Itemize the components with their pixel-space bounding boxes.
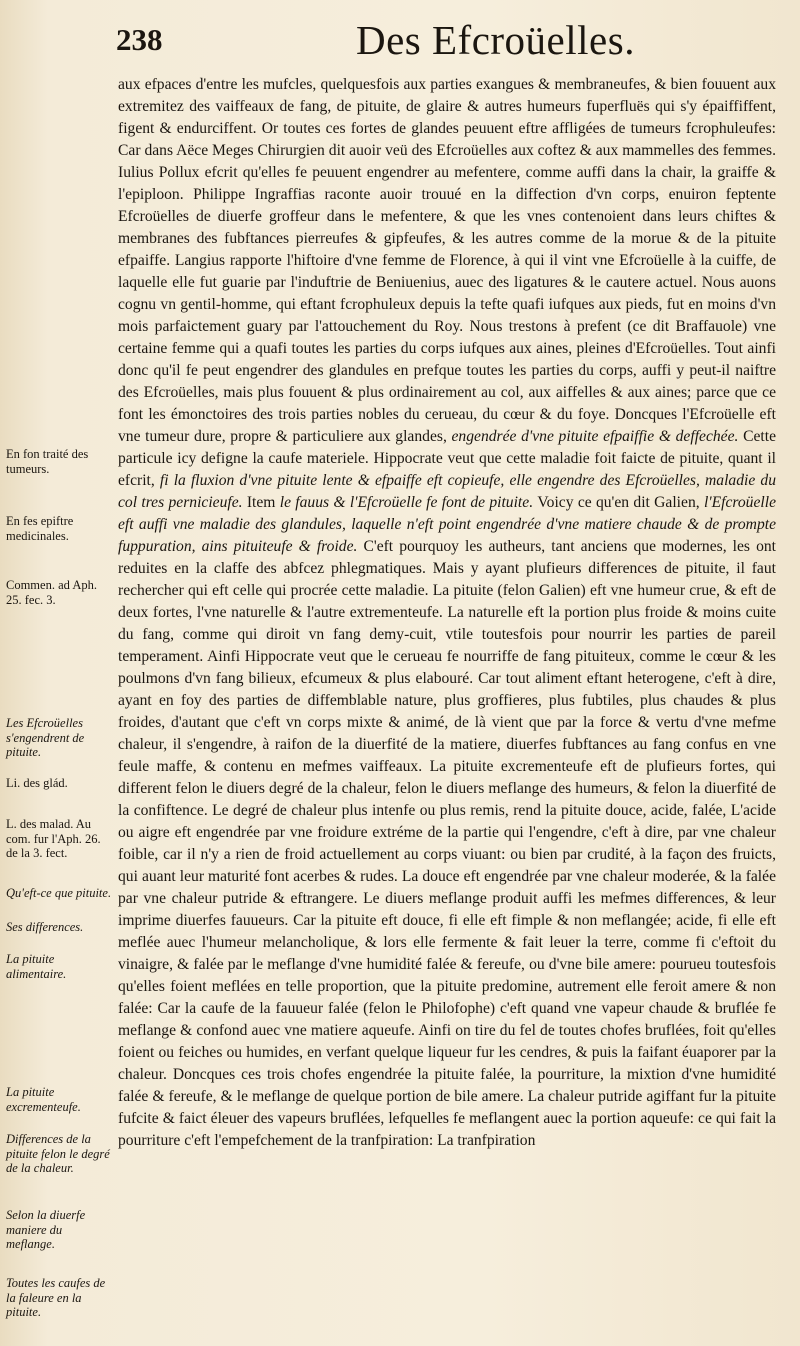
page-header [0,14,800,74]
margin-note: Commen. ad Aph. 25. fec. 3. [6,578,97,607]
main-text-block [118,74,776,1152]
margin-note: Differences de la pituite felon le degré de la chaleur. [6,1132,110,1175]
margin-note: La pituite excrementeufe. [6,1085,81,1114]
margin-note: La pituite alimentaire. [6,952,67,981]
text-run: Cette particule icy defigne la caufe materiele. Hippocrate veut que cette maladie foit faicte de pituite, quant il efcrit, [118,428,776,489]
margin-note: Selon la diuerfe maniere du meflange. [6,1208,86,1251]
italic-text-run: engendrée d'vne pituite efpaiffie & deffechée. [446,428,744,445]
margin-note: Qu'eft-ce que pituite. [6,886,112,900]
margin-note: Li. des glád. [6,776,68,790]
margin-note: Ses differences. [6,920,84,934]
margin-note: L. des malad. Au com. fur l'Aph. 26. de la 3. fect. [6,817,101,860]
text-run: Voicy ce qu'en dit Galien, [537,494,700,511]
paragraph [118,74,776,1152]
margin-note: En fes epiftre medicinales. [6,514,74,543]
page-number: 238 [116,22,163,57]
italic-text-run: le fauus & l'Efcroüelle fe font de pituite. [275,494,538,511]
text-run: Item [246,494,276,511]
running-title: Des Efcroüelles. [356,17,635,63]
hippocrates-quote: fi la fluxion d'vne pituite lente & efpaiffe eft copieufe, elle engendre des Efcroüelles, maladie du col tres pernicieufe. [118,472,776,511]
margin-note: Toutes les caufes de la faleure en la pituite. [6,1276,106,1319]
galen-quote: l'Efcroüelle eft auffi vne maladie des glandules, laquelle n'eft point engendrée d'vne matiere chaude & de prompte fuppuration, ains pituiteufe & froide. [118,494,776,555]
text-run: C'eft pourquoy les autheurs, tant anciens que modernes, les ont reduites en la claffe des abfcez phlegmatiques. Mais y ayant plufieurs differences de pituite, il faut rechercher qui eft celle qui procrée cette maladie. La pituite (felon Galien) eft vne humeur crue, & eft de deux fortes, l'vne naturelle & l'autre extrementeufe. La naturelle eft la portion plus froide & moins cuite du fang, comme qui diroit vn fang demy-cuit, vtile toutesfois pour nourrir les parties de pareil temperament. Ainfi Hippocrate veut que le cerueau fe nourriffe de fang pituiteux, comme le cœur & les poulmons d'vn fang bilieux, efcumeux & plus elabouré. Car tout aliment eftant heterogene, c'eft à dire, ayant en foy des parties de diffemblable nature, plus groffieres, plus fubtiles, plus chaudes & plus froides, d'autant que c'eft vn corps mixte & animé, de là vient que par la force & vertu d'vne mefme chaleur, il s'engendre, à raifon de la diuerfité de la matiere, diuerfes fubftances au fang confus en vne feule maffe, & contenu en mefmes vaiffeaux. La pituite excrementeufe eft de plufieurs fortes, qui different felon le diuers degré de la chaleur, felon le diuers meflange des humeurs, & felon la diuerfité de la confiftence. Le degré de chaleur plus intenfe ou plus remis, rend la pituite douce, acide, falée, L'acide ou aigre eft engendrée par vne froidure extréme de la partie qui l'engendre, c'eft à dire, par vne chaleur foible, car il n'y a rien de froid actuellement au corps viuant: ou bien par crudité, à la façon des fruicts, qui auant leur maturité font acerbes & rudes. La douce eft engendrée par vne chaleur moderée, & la falée par vne chaleur putride & eftrangere. Le diuers meflange produit auffi les mefmes differences, & leur imprime diuerfes fauueurs. Car la pituite eft douce, fi elle eft fimple & non meflangée; acide, fi elle eft meflée auec l'humeur melancholique, & lors elle fermente & fait leuer la terre, comme fi c'eftoit du vinaigre, & falée par le meflange d'vne humidité falée & fereufe, ou d'vne bile amere: pourueu toutesfois qu'elles foient meflées en telle proportion, que la pituite predomine, autrement elle feroit amere & non falée: Car la caufe de la fauueur falée (felon le Philofophe) c'eft quand vne vapeur chaude & bruflée fe meflange & confond auec vne matiere aqueufe. Ainfi on tire du fel de toutes chofes bruflées, foit qu'elles foient ou feiches ou humides, en verfant quelque liqueur fur les cendres, & puis la faifant éuaporer par la chaleur. Doncques ces trois chofes engendrée la pituite falée, la pourriture, la mixtion d'vne humidité falée & fereufe, & le meflange de quelque portion de bile amere. La chaleur putride agiffant fur la pituite fufcite & faict éleuer des vapeurs bruflées, lefquelles fe meflangent auec la portion aqueufe: ce qui fait la pourriture c'eft l'empefchement de la tranfpiration: La tranfpiration [118,538,776,1149]
margin-note: En fon traité des tumeurs. [6,447,89,476]
text-run: aux efpaces d'entre les mufcles, quelquesfois aux parties exangues & membraneufes, & bien fouuent aux extremitez des vaiffeaux de fang, de pituite, de glaire & autres humeurs fuperfluës qui s'y épaiffiffent, figent & endurciffent. Or toutes ces fortes de glandes peuuent eftre affligées de tumeurs fcrophuleufes: Car dans Aëce Meges Chirurgien dit auoir veü des Efcroüelles aux coftez & aux mammelles des femmes. Iulius Pollux efcrit qu'elles fe peuuent engendrer au mefentere, comme auffi dans la chair, la graiffe & l'epiploon. Philippe Ingraffias raconte auoir trouué en la diffection d'vn corps, enuiron feptente Efcroüelles de diuerfe groffeur dans le mefentere, & que les vnes contenoient dans leurs chiftes & membranes des fubftances pierreufes & gipfeufes, & les autres comme de la morue & de la pituite efpaiffe. Langius rapporte l'hiftoire d'vne femme de Florence, à qui il vint vne Efcroüelle à la cuiffe, de laquelle elle fut guarie par l'induftrie de Beniuenius, auec des ligatures & le cautere actuel. Nous auons cognu vn gentil-homme, qui eftant fcrophuleux depuis la tefte quafi iufques aux pieds, fut en moins d'vn mois parfaictement guary par l'attouchement du Roy. Nous trestons à prefent (ce dit Braffauole) vne certaine femme qui a quafi toutes les parties du corps iufques aux aines, pleines d'Efcroüelles. Tout ainfi donc qu'il fe peut engendrer des glandules en prefque toutes les parties du corps, auffi y peut-il naiftre des Efcroüelles, mais plus fouuent & plus ordinairement au col, aux aiffelles & aux aines; parce que ce font les émonctoires des trois parties nobles du cerueau, du cœur & du foye. Doncques l'Efcroüelle eft vne tumeur dure, propre & particuliere aux glandes, [118,76,776,445]
margin-note: Les Efcroüelles s'engendrent de pituite. [6,716,85,759]
